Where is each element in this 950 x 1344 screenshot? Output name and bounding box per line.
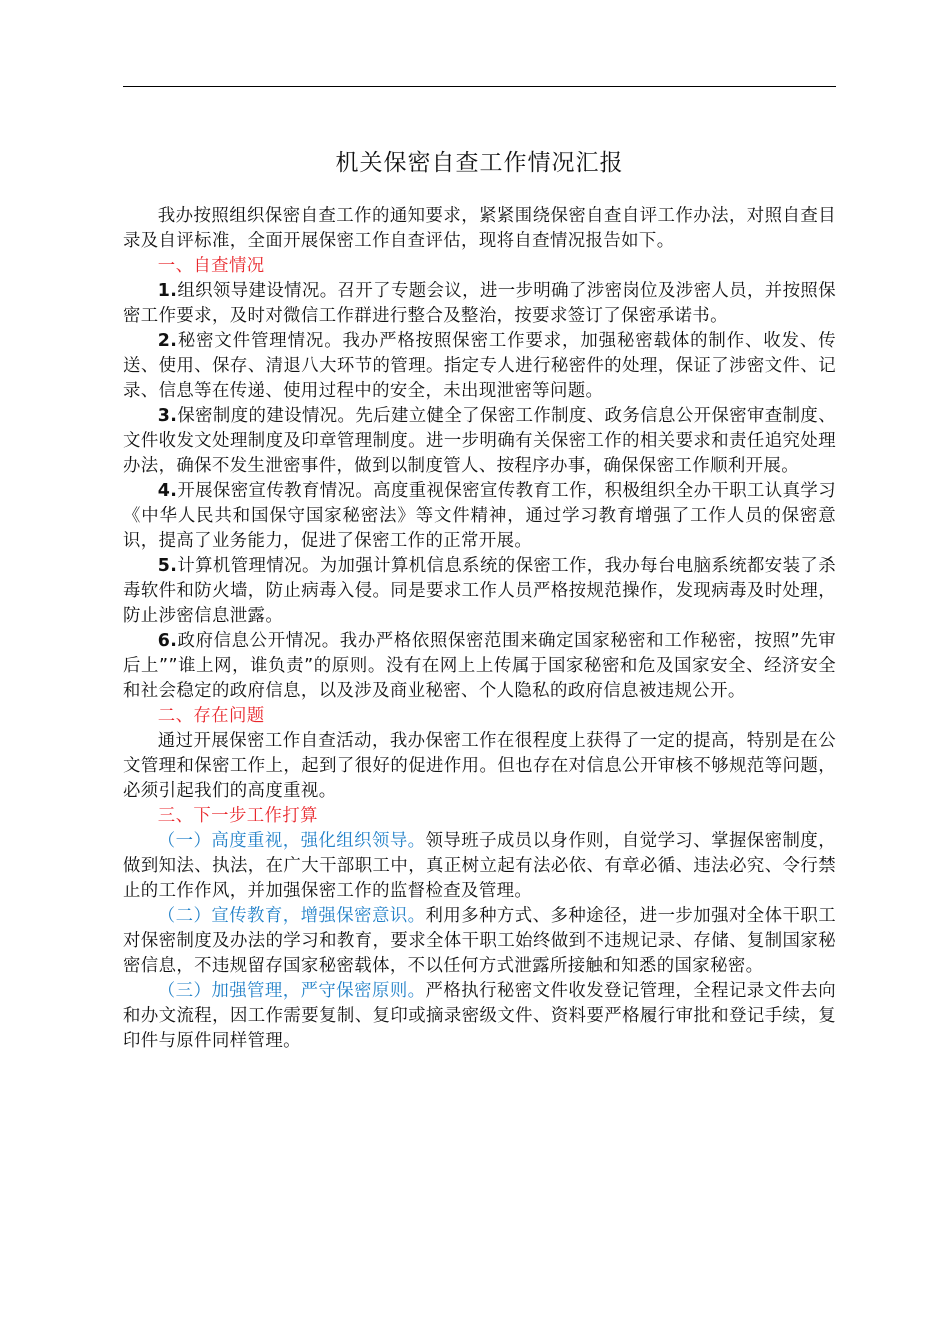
- item-text: 领导班子成员以身作则，自觉学习、掌握保密制度，做到知法、执法，在广大干部职工中，真正树立起有法必依、有章必循、违法必究、令行禁止的工作作风，并加强保密工作的监督检查及管理。: [123, 831, 836, 901]
- next-step-item: [123, 829, 836, 904]
- document-title: 机关保密自查工作情况汇报: [335, 150, 624, 176]
- section-heading-problems: 二、存在问题: [157, 706, 265, 726]
- section-heading-next-steps: 三、下一步工作打算: [157, 806, 318, 826]
- self-check-item: [123, 404, 836, 479]
- item-text: 组织领导建设情况。召开了专题会议，进一步明确了涉密岗位及涉密人员，并按照保密工作要求，及时对微信工作群进行整合及整治，按要求签订了保密承诺书。: [123, 281, 836, 326]
- item-number: 1.: [157, 281, 178, 301]
- item-lead: （一）高度重视，强化组织领导。: [157, 831, 426, 851]
- item-text: 严格执行秘密文件收发登记管理，全程记录文件去向和办文流程，因工作需要复制、复印或摘录密级文件、资料要严格履行审批和登记手续，复印件与原件同样管理。: [123, 981, 836, 1051]
- item-number: 4.: [157, 481, 178, 501]
- item-text: 秘密文件管理情况。我办严格按照保密工作要求，加强秘密载体的制作、收发、传送、使用、保存、清退八大环节的管理。指定专人进行秘密件的处理，保证了涉密文件、记录、信息等在传递、使用过程中的安全，未出现泄密等问题。: [123, 331, 836, 401]
- item-text: 开展保密宣传教育情况。高度重视保密宣传教育工作，积极组织全办干职工认真学习《中华人民共和国保守国家秘密法》等文件精神，通过学习教育增强了工作人员的保密意识，提高了业务能力，促进了保密工作的正常开展。: [123, 481, 836, 551]
- item-lead: （二）宣传教育，增强保密意识。: [157, 906, 426, 926]
- item-number: 3.: [157, 406, 178, 426]
- document-body: [123, 204, 836, 1054]
- self-check-item: [123, 279, 836, 329]
- problems-paragraph: 通过开展保密工作自查活动，我办保密工作在很程度上获得了一定的提高，特别是在公文管理和保密工作上，起到了很好的促进作用。但也存在对信息公开审核不够规范等问题，必须引起我们的高度重视。: [123, 731, 836, 801]
- section-heading-self-check: 一、自查情况: [157, 256, 265, 276]
- self-check-item: [123, 629, 836, 704]
- item-text: 计算机管理情况。为加强计算机信息系统的保密工作，我办每台电脑系统都安装了杀毒软件和防火墙，防止病毒入侵。同是要求工作人员严格按规范操作，发现病毒及时处理，防止涉密信息泄露。: [123, 556, 836, 626]
- self-check-item: [123, 554, 836, 629]
- item-text: 利用多种方式、多种途径，进一步加强对全体干职工对保密制度及办法的学习和教育，要求全体干职工始终做到不违规记录、存储、复制国家秘密信息，不违规留存国家秘密载体，不以任何方式泄露所接触和知悉的国家秘密。: [123, 906, 836, 976]
- item-number: 6.: [157, 631, 178, 651]
- next-step-item: [123, 904, 836, 979]
- next-step-item: [123, 979, 836, 1054]
- item-lead: （三）加强管理，严守保密原则。: [157, 981, 426, 1001]
- item-number: 2.: [157, 331, 178, 351]
- header-rule: [123, 86, 836, 87]
- self-check-item: [123, 479, 836, 554]
- intro-paragraph: 我办按照组织保密自查工作的通知要求，紧紧围绕保密自查自评工作办法，对照自查目录及自评标准，全面开展保密工作自查评估，现将自查情况报告如下。: [123, 206, 836, 251]
- self-check-item: [123, 329, 836, 404]
- item-text: 保密制度的建设情况。先后建立健全了保密工作制度、政务信息公开保密审查制度、文件收发文处理制度及印章管理制度。进一步明确有关保密工作的相关要求和责任追究处理办法，确保不发生泄密事件，做到以制度管人、按程序办事，确保保密工作顺利开展。: [123, 406, 836, 476]
- item-number: 5.: [157, 556, 178, 576]
- item-text: 政府信息公开情况。我办严格依照保密范围来确定国家秘密和工作秘密，按照”先审后上””谁上网，谁负责”的原则。没有在网上上传属于国家秘密和危及国家安全、经济安全和社会稳定的政府信息，以及涉及商业秘密、个人隐私的政府信息被违规公开。: [123, 631, 836, 701]
